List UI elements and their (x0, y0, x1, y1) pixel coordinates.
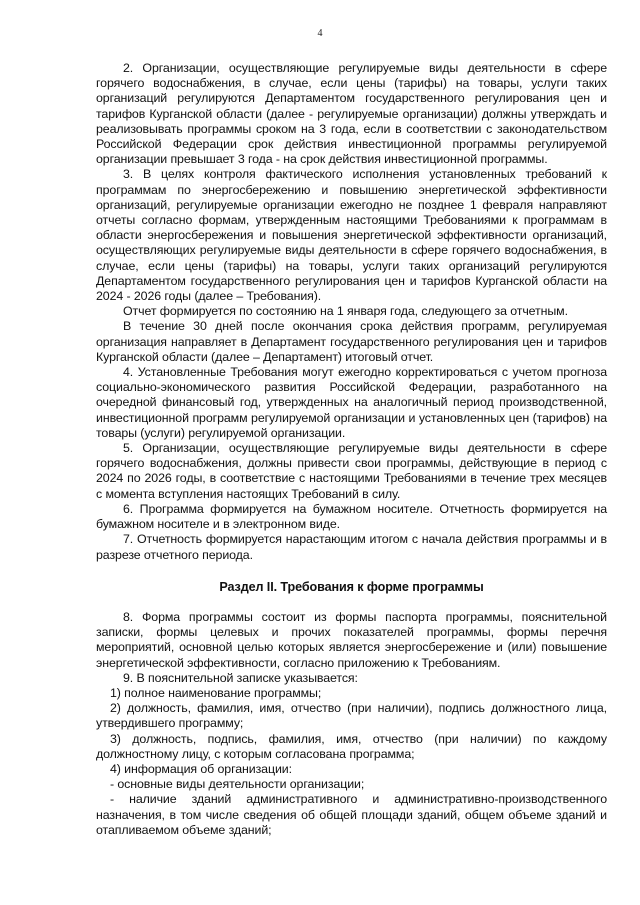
paragraph-7: 7. Отчетность формируется нарастающим итогом с начала действия программы и в разрезе отчетного периода. (96, 532, 607, 562)
paragraph-report-date: Отчет формируется по состоянию на 1 января года, следующего за отчетным. (123, 304, 568, 319)
paragraph-4: 4. Установленные Требования могут ежегодно корректироваться с учетом прогноза социально-экономического развития Российской Федерации, разработанного на очередной финансовый год, утвержденных на аналогичный период производственной, инвестиционной программ регулируемой организации и установленных цен (тарифов) на товары (услуги) регулируемой организации. (96, 365, 607, 440)
paragraph-9: 9. В пояснительной записке указывается: (123, 670, 358, 685)
paragraph-final-report: В течение 30 дней после окончания срока действия программ, регулируемая организация направляет в Департамент государственного регулирования цен и тарифов Курганской области (далее – Департамент) итоговый отчет. (96, 319, 607, 364)
document-body (96, 61, 607, 838)
paragraph-8: 8. Форма программы состоит из формы паспорта программы, пояснительной записки, формы целевых и прочих показателей программы, формы перечня мероприятий, основной целью которых является энергосбережение и (или) повышение энергетической эффективности, согласно приложению к Требованиям. (96, 609, 607, 670)
paragraph-6: 6. Программа формируется на бумажном носителе. Отчетность формируется на бумажном носителе и в электронном виде. (96, 501, 607, 532)
paragraph-3: 3. В целях контроля фактического исполнения установленных требований к программам по энергосбережению и повышению энергетической эффективности организаций, регулируемые организации ежегодно не позднее 1 февраля направляют отчеты согласно формам, утвержденным настоящими Требованиями к программам в области энергосбережения и повышения энергетической эффективности организаций, осуществляющих регулируемые виды деятельности в сфере горячего водоснабжения, в случае, если цены (тарифы) на товары, услуги таких организаций регулируются Департаментом государственного регулирования цен и тарифов Курганской области на 2024 - 2026 годы (далее – Требования). (96, 167, 607, 304)
list-item-1: 1) полное наименование программы; (110, 685, 322, 700)
paragraph-5: 5. Организации, осуществляющие регулируемые виды деятельности в сфере горячего водоснабжения, должны привести свои программы, действующие в период с 2024 по 2026 годы, в соответствие с настоящими Требованиями в течение трех месяцев с момента вступления настоящих Требований в силу. (96, 441, 607, 501)
paragraph-2: 2. Организации, осуществляющие регулируемые виды деятельности в сфере горячего водоснабжения, в случае, если цены (тарифы) на товары, услуги таких организаций регулируются Департаментом государственного регулирования цен и тарифов Курганской области (далее - регулируемые организации) должны утверждать и реализовывать программы сроком на 3 года, если в соответствии с законодательством Российской Федерации срок действия инвестиционной программы регулируемой организации превышает 3 года - на срок действия инвестиционной программы. (96, 61, 607, 167)
page-number: 4 (317, 28, 323, 39)
list-item-3: 3) должность, подпись, фамилия, имя, отчество (при наличии) по каждому должностному лицу, с которым согласована программа; (96, 731, 607, 761)
list-item-4: 4) информация об организации: (110, 761, 292, 776)
list-subitem-buildings: - наличие зданий административного и административно-производственного назначения, в том числе сведения об общей площади зданий, общем объеме зданий и отапливаемом объеме зданий; (96, 792, 607, 837)
list-item-2: 2) должность, фамилия, имя, отчество (при наличии), подпись должностного лица, утвердившего программу; (96, 701, 607, 731)
section-heading: Раздел II. Требования к форме программы (219, 579, 484, 594)
list-subitem-activities: - основные виды деятельности организации; (110, 777, 365, 792)
